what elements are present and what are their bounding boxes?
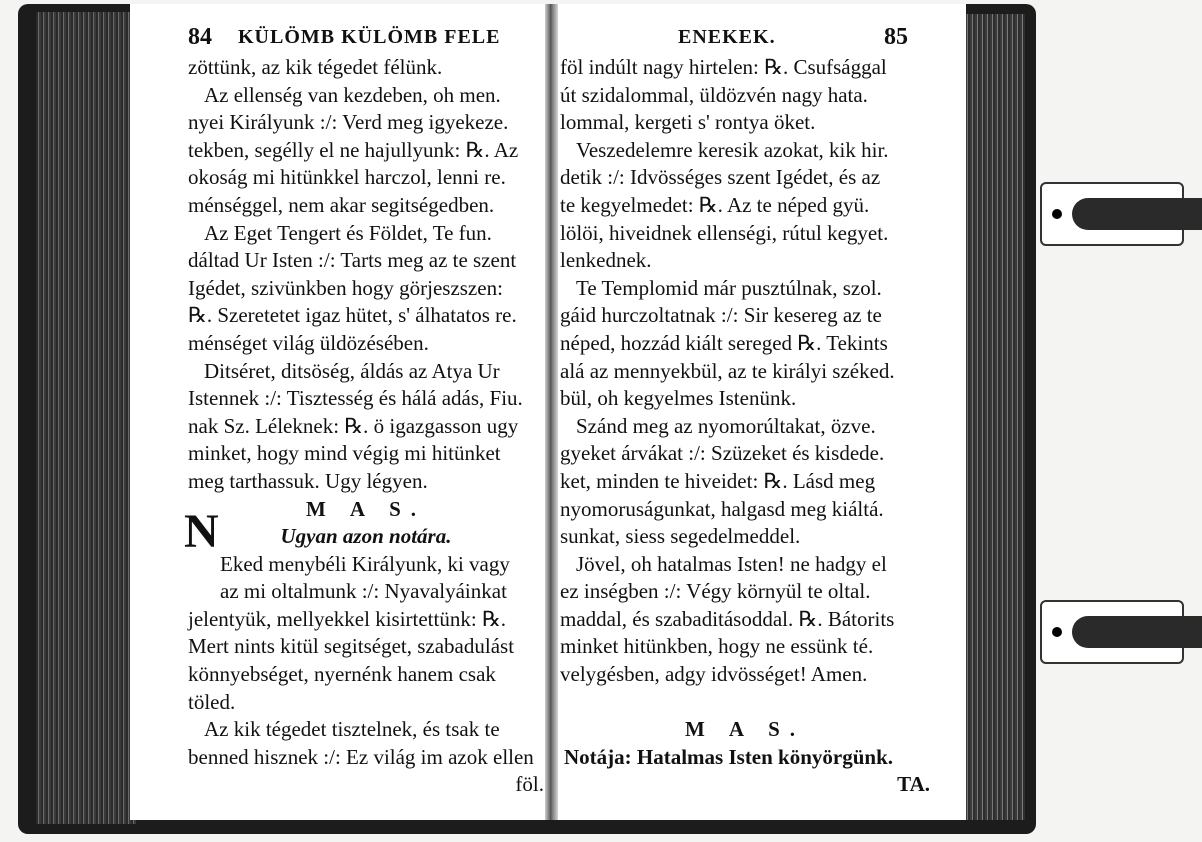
text-line: sunkat, siess segedelmeddel. bbox=[560, 524, 801, 549]
text-line: minket, hogy mind végig mi hitünket bbox=[188, 441, 501, 466]
text-line: velygésben, adgy idvösséget! Amen. bbox=[560, 662, 868, 687]
text-line: ez inségben :/: Végy környül te oltal. bbox=[560, 579, 871, 604]
tune-note: Notája: Hatalmas Isten könyörgünk. bbox=[564, 744, 894, 769]
text-line: maddal, és szabaditásoddal. ℞. Bátorits bbox=[560, 606, 895, 631]
text-line: ménséggel, nem akar segitségedben. bbox=[188, 192, 495, 217]
text-line: Ditséret, ditsöség, áldás az Atya Ur bbox=[204, 358, 500, 383]
text-line: néped, hozzád kiált sereged ℞. Tekints bbox=[560, 330, 888, 355]
text-line: ℞. Szeretetet igaz hütet, s' álhatatos re. bbox=[188, 303, 517, 328]
text-line: ménséget világ üldözésében. bbox=[188, 330, 429, 355]
section-heading: M A S. bbox=[305, 496, 427, 521]
text-line: Eked menybéli Királyunk, ki vagy bbox=[220, 551, 510, 576]
text-line: Veszedelemre keresik azokat, kik hir. bbox=[576, 137, 889, 162]
text-line: Igédet, szivünkben hogy görjeszszen: bbox=[188, 275, 503, 300]
text-line: detik :/: Idvösséges szent Igédet, és az bbox=[560, 165, 881, 190]
text-line: dáltad Ur Isten :/: Tarts meg az te szent bbox=[188, 248, 517, 273]
catchword: TA. bbox=[897, 772, 930, 797]
text-line: Jövel, oh hatalmas Isten! ne hadgy el bbox=[576, 551, 887, 576]
text-line: gyeket árvákat :/: Szüzeket és kisdede. bbox=[560, 441, 885, 466]
text-line: lenkednek. bbox=[560, 248, 652, 273]
section-heading: M A S. bbox=[684, 717, 806, 742]
text-line: töled. bbox=[188, 689, 236, 714]
text-line: bül, oh kegyelmes Istenünk. bbox=[560, 386, 797, 411]
right-running-head: ENEKEK. bbox=[678, 26, 776, 48]
text-line: könnyebséget, nyernénk hanem csak bbox=[188, 662, 496, 687]
text-line: jelentyük, mellyekkel kisirtettünk: ℞. bbox=[188, 606, 507, 631]
text-line: Mert nints kitül segitséget, szabadulást bbox=[188, 634, 515, 659]
text-line: ket, minden te hiveidet: ℞. Lásd meg bbox=[560, 468, 876, 493]
text-line: lommal, kergeti s' rontya öket. bbox=[560, 110, 816, 135]
left-page bbox=[130, 4, 545, 820]
page-edges-left bbox=[36, 12, 136, 824]
text-line: Istennek :/: Tisztesség és hálá adás, Fiu. bbox=[188, 386, 523, 411]
text-line: nyomoruságunkat, halgasd meg kiáltá. bbox=[560, 496, 884, 521]
text-line: lölöi, hiveidnek ellenségi, rútul kegyet. bbox=[560, 220, 889, 245]
drop-cap: N bbox=[184, 505, 219, 558]
text-line: Az Eget Tengert és Földet, Te fun. bbox=[204, 220, 492, 245]
text-line: nak Sz. Léleknek: ℞. ö igazgasson ugy bbox=[188, 413, 519, 438]
catchword: föl. bbox=[515, 772, 544, 797]
left-page-number: 84 bbox=[188, 24, 212, 50]
text-line: Szánd meg az nyomorúltakat, özve. bbox=[576, 413, 876, 438]
page-edges-right bbox=[965, 14, 1025, 820]
blank-line bbox=[560, 689, 930, 717]
text-line: Az ellenség van kezdeben, oh men. bbox=[204, 82, 501, 107]
text-line: te kegyelmedet: ℞. Az te néped gyü. bbox=[560, 192, 870, 217]
right-page bbox=[558, 4, 966, 820]
right-page-text bbox=[560, 54, 930, 799]
tune-note: Ugyan azon notára. bbox=[280, 524, 452, 549]
text-line: Az kik tégedet tisztelnek, és tsak te bbox=[204, 717, 500, 742]
text-line: út szidalommal, üldözvén nagy hata. bbox=[560, 82, 868, 107]
text-line: nyei Királyunk :/: Verd meg igyekeze. bbox=[188, 110, 509, 135]
text-line: benned hisznek :/: Ez világ im azok ellen bbox=[188, 744, 534, 769]
right-page-number: 85 bbox=[884, 24, 908, 50]
book-gutter bbox=[545, 4, 558, 820]
book-clasp-lower bbox=[1040, 600, 1184, 664]
left-page-text bbox=[188, 54, 544, 799]
text-line: alá az mennyekbül, az te királyi széked. bbox=[560, 358, 895, 383]
text-line: tekben, segélly el ne hajullyunk: ℞. Az bbox=[188, 137, 519, 162]
book-clasp-upper bbox=[1040, 182, 1184, 246]
text-line: gáid hurczoltatnak :/: Sir kesereg az te bbox=[560, 303, 882, 328]
text-line: Te Templomid már pusztúlnak, szol. bbox=[576, 275, 882, 300]
text-line: meg tarthassuk. Ugy légyen. bbox=[188, 468, 428, 493]
text-line: zöttünk, az kik tégedet félünk. bbox=[188, 55, 443, 79]
text-line: föl indúlt nagy hirtelen: ℞. Csufsággal bbox=[560, 55, 887, 79]
text-line: okoság mi hitünkkel harczol, lenni re. bbox=[188, 165, 506, 190]
text-line: minket hitünkben, hogy ne essünk té. bbox=[560, 634, 874, 659]
left-running-head: KÜLÖMB KÜLÖMB FELE bbox=[238, 26, 501, 48]
text-line: az mi oltalmunk :/: Nyavalyáinkat bbox=[220, 579, 507, 604]
